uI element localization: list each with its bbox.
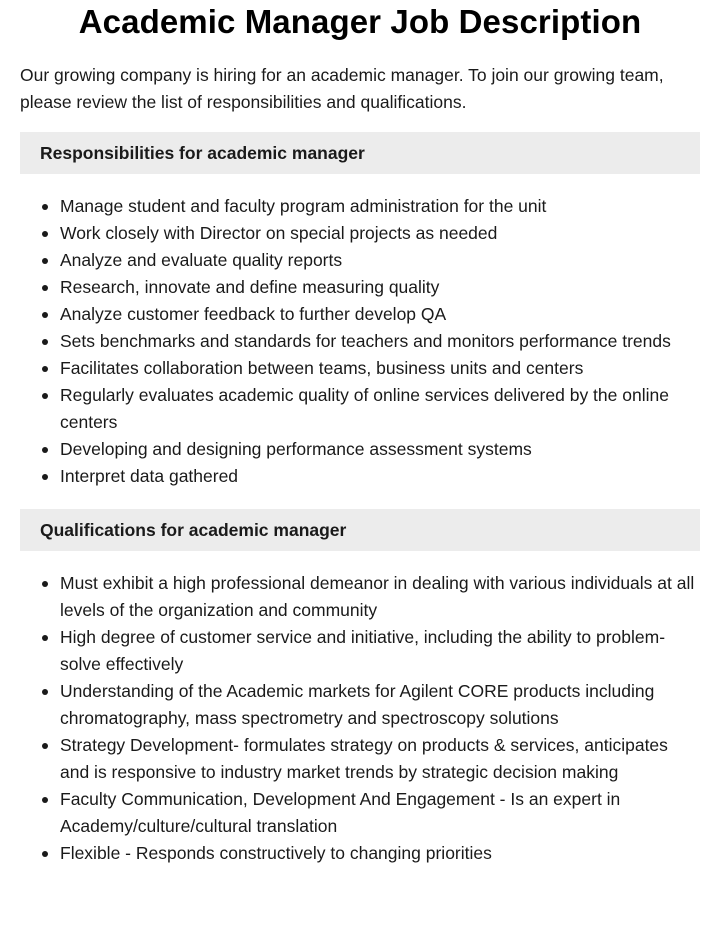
- list-item: Analyze customer feedback to further develop QA: [60, 301, 700, 328]
- responsibilities-heading: Responsibilities for academic manager: [20, 132, 700, 174]
- list-item: Interpret data gathered: [60, 463, 700, 490]
- list-item: Facilitates collaboration between teams, business units and centers: [60, 355, 700, 382]
- list-item: Faculty Communication, Development And Engagement - Is an expert in Academy/culture/cultural translation: [60, 786, 700, 840]
- list-item: High degree of customer service and initiative, including the ability to problem-solve effectively: [60, 624, 700, 678]
- list-item: Strategy Development- formulates strategy on products & services, anticipates and is responsive to industry market trends by strategic decision making: [60, 732, 700, 786]
- intro-paragraph: Our growing company is hiring for an academic manager. To join our growing team, please review the list of responsibilities and qualifications.: [20, 65, 664, 112]
- qualifications-heading: Qualifications for academic manager: [20, 509, 700, 551]
- responsibilities-list: [20, 193, 700, 490]
- list-item: Must exhibit a high professional demeanor in dealing with various individuals at all levels of the organization and community: [60, 570, 700, 624]
- list-item: Understanding of the Academic markets for Agilent CORE products including chromatography, mass spectrometry and spectroscopy solutions: [60, 678, 700, 732]
- list-item: Research, innovate and define measuring quality: [60, 274, 700, 301]
- page-title: Academic Manager Job Description: [78, 3, 642, 40]
- list-item: Work closely with Director on special projects as needed: [60, 220, 700, 247]
- list-item: Sets benchmarks and standards for teachers and monitors performance trends: [60, 328, 700, 355]
- list-item: Analyze and evaluate quality reports: [60, 247, 700, 274]
- list-item: Manage student and faculty program administration for the unit: [60, 193, 700, 220]
- list-item: Regularly evaluates academic quality of online services delivered by the online centers: [60, 382, 700, 436]
- list-item: Flexible - Responds constructively to changing priorities: [60, 840, 700, 867]
- qualifications-list: [20, 570, 700, 867]
- list-item: Developing and designing performance assessment systems: [60, 436, 700, 463]
